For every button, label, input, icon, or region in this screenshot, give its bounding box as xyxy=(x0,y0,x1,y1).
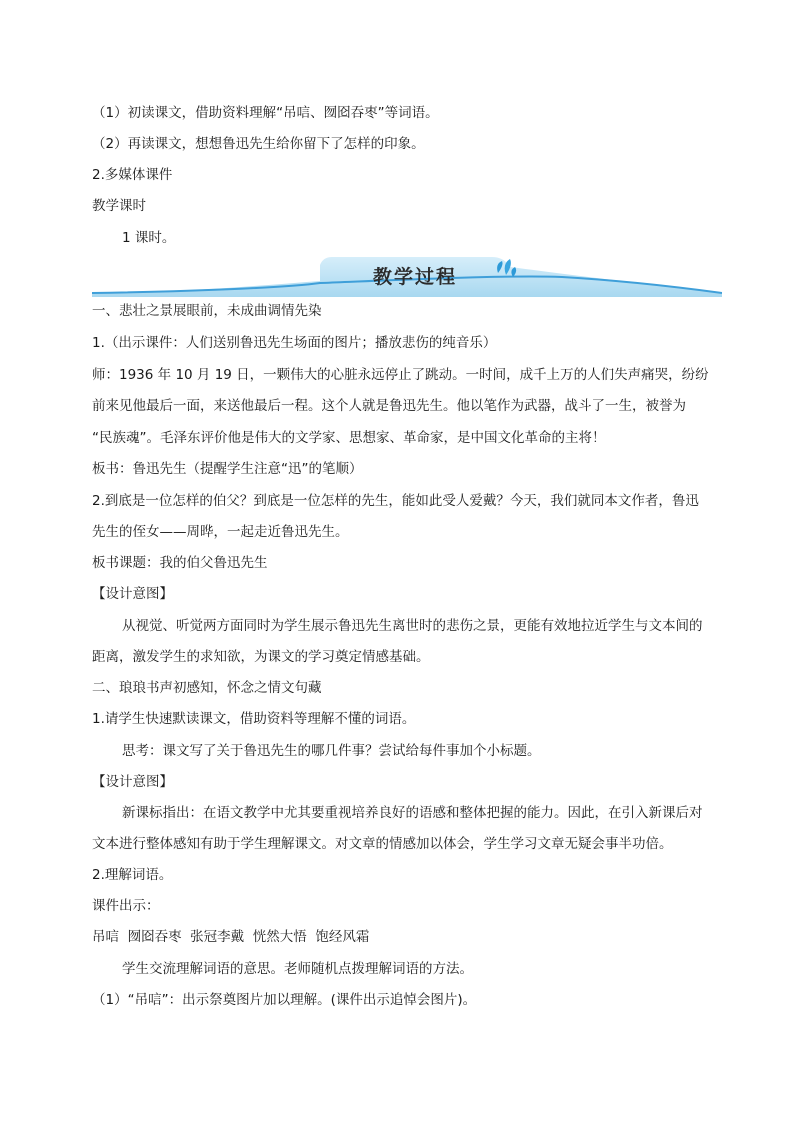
section-title: 教学过程 xyxy=(372,266,457,288)
prep-item-1: （1）初读课文，借助资料理解“吊唁、囫囵吞枣”等词语。 xyxy=(92,105,439,121)
prep-media: 2.多媒体课件 xyxy=(92,167,173,183)
p2-step1: 1.请学生快速默读课文，借助资料等理解不懂的词语。 xyxy=(92,711,416,727)
design-intent-2-line-2: 文本进行整体感知有助于学生理解课文。对文章的情感加以体会，学生学习文章无疑会事半功倍。 xyxy=(92,836,673,852)
design-intent-1-line-2: 距离，激发学生的求知欲，为课文的学习奠定情感基础。 xyxy=(92,649,430,665)
p1-step2-line-1: 2.到底是一位怎样的伯父？到底是一位怎样的先生，能如此受人爱戴？今天，我们就同本文作者，鲁迅 xyxy=(92,493,699,509)
hours-heading: 教学课时 xyxy=(92,198,146,214)
part1-heading: 一、悲壮之景展眼前，未成曲调情先染 xyxy=(92,303,322,319)
p1-teacher-line-2: 前来见他最后一面，来送他最后一程。这个人就是鲁迅先生。他以笔作为武器，战斗了一生，被誉为 xyxy=(92,398,686,414)
design-intent-2-line-1: 新课标指出：在语文教学中尤其要重视培养良好的语感和整体把握的能力。因此，在引入新课后对 xyxy=(122,805,703,821)
vocab-exchange: 学生交流理解词语的意思。老师随机点拨理解词语的方法。 xyxy=(122,961,473,977)
p2-think: 思考：课文写了关于鲁迅先生的哪几件事？尝试给每件事加个小标题。 xyxy=(122,743,541,759)
p2-step2: 2.理解词语。 xyxy=(92,867,173,883)
p1-board-note: 板书：鲁迅先生（提醒学生注意“迅”的笔顺） xyxy=(92,461,363,477)
design-intent-label-1: 【设计意图】 xyxy=(92,586,173,602)
courseware-label: 课件出示： xyxy=(92,898,160,914)
prep-item-2: （2）再读课文，想想鲁迅先生给你留下了怎样的印象。 xyxy=(92,136,425,152)
p1-board-title: 板书课题：我的伯父鲁迅先生 xyxy=(92,555,268,571)
p1-teacher-line-3: “民族魂”。毛泽东评价他是伟大的文学家、思想家、革命家，是中国文化革命的主将！ xyxy=(92,430,606,446)
p1-step1: 1.（出示课件：人们送别鲁迅先生场面的图片；播放悲伤的纯音乐） xyxy=(92,335,497,351)
vocab-item-1: （1）“吊唁”：出示祭奠图片加以理解。(课件出示追悼会图片)。 xyxy=(92,992,477,1008)
section-banner xyxy=(92,253,722,297)
p1-teacher-line-1: 师：1936 年 10 月 19 日，一颗伟大的心脏永远停止了跳动。一时间，成千上万的人们失声痛哭，纷纷 xyxy=(92,367,709,383)
design-intent-1-line-1: 从视觉、听觉两方面同时为学生展示鲁迅先生离世时的悲伤之景，更能有效地拉近学生与文本间的 xyxy=(122,618,703,634)
vocab-list: 吊唁 囫囵吞枣 张冠李戴 恍然大悟 饱经风霜 xyxy=(92,929,370,945)
part2-heading: 二、琅琅书声初感知，怀念之情文句藏 xyxy=(92,680,322,696)
hours-value: 1 课时。 xyxy=(122,230,176,246)
p1-step2-line-2: 先生的侄女——周晔，一起走近鲁迅先生。 xyxy=(92,524,349,540)
design-intent-label-2: 【设计意图】 xyxy=(92,774,173,790)
